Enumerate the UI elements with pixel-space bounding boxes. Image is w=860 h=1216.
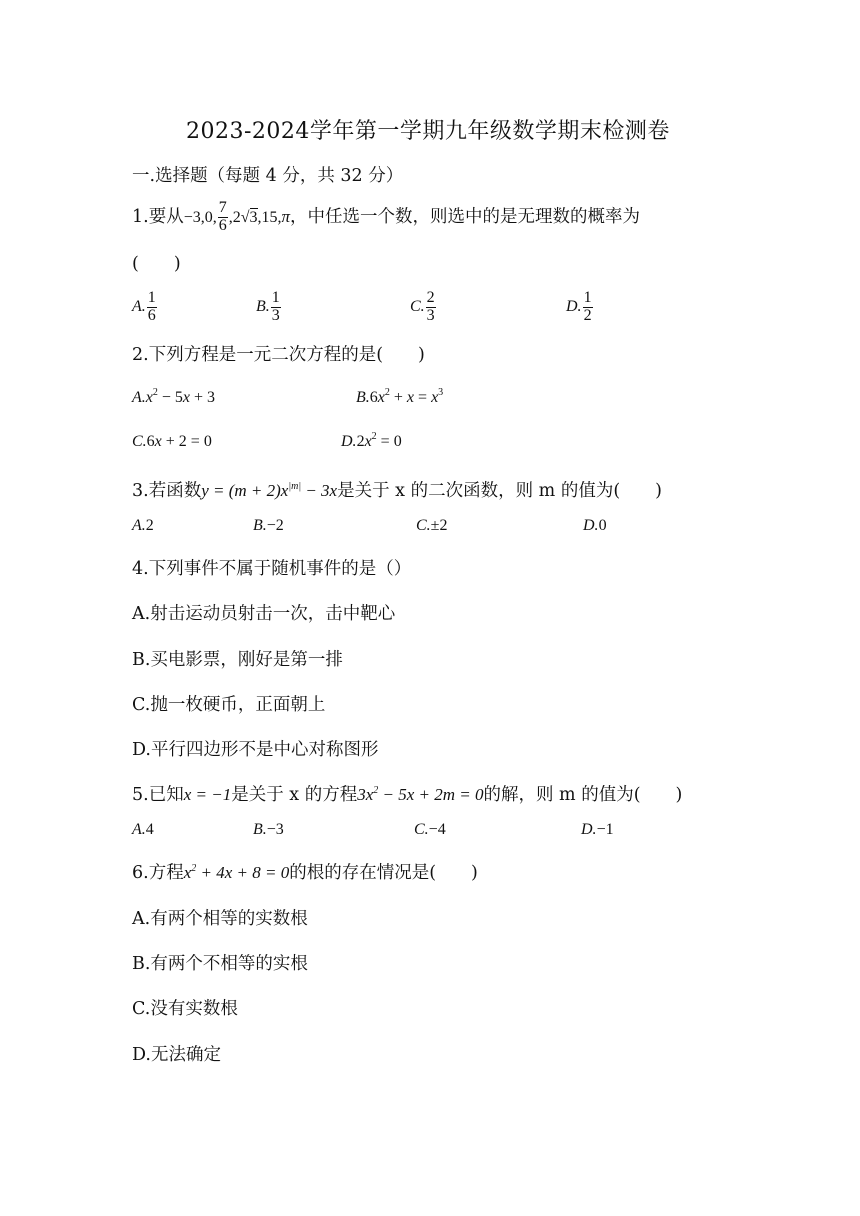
q3-option-a: A.2 bbox=[132, 517, 154, 534]
question-2: 2.下列方程是一元二次方程的是( ) bbox=[132, 345, 425, 365]
q1-prefix: 1.要从 bbox=[132, 206, 184, 227]
question-4: 4.下列事件不属于随机事件的是（） bbox=[132, 559, 412, 579]
question-3: 3.若函数$y = (m + 2)x^{|m|} - 3x$是关于 x 的二次函数，则 m 的值为( ) bbox=[132, 481, 662, 501]
question-1: 1.要从−3,0, $\frac{7}{6}$ ,2√3,15,π，中任选一个数，则选中的是无理数的概率为 bbox=[132, 199, 641, 234]
question-6: 6.方程$x^2 + 4x + 8 = 0$的根的存在情况是( ) bbox=[132, 863, 478, 883]
q1-set-a: −3,0, bbox=[183, 208, 217, 226]
q5-option-b: B.−3 bbox=[253, 821, 284, 838]
q1-set-c: ,15, bbox=[257, 208, 282, 226]
q4-option-a: A.射击运动员射击一次，击中靶心 bbox=[132, 604, 396, 624]
question-5: 5.已知x = −1是关于 x 的方程$3x^2 - 5x + 2m = 0$的解，则 m 的值为( ) bbox=[132, 785, 683, 805]
q1-set-b: ,2 bbox=[228, 208, 241, 226]
q5-option-d: D.−1 bbox=[581, 821, 614, 838]
q6-equation: $x^2 + 4x + 8 = 0$ bbox=[183, 863, 290, 882]
q1-pi: π bbox=[281, 206, 291, 226]
q5-condition: x = −1 bbox=[183, 785, 232, 804]
q5-equation: $3x^2 - 5x + 2m = 0$ bbox=[357, 785, 484, 804]
q1-option-a: A. $\frac{1}{6}$ bbox=[132, 289, 156, 324]
q3-option-b: B.−2 bbox=[253, 517, 284, 534]
q4-option-d: D.平行四边形不是中心对称图形 bbox=[132, 740, 379, 760]
q1-option-d: D. $\frac{1}{2}$ bbox=[566, 289, 592, 324]
q1-fraction: $\frac{7}{6}$ bbox=[218, 199, 227, 234]
q3-option-d: D.0 bbox=[583, 517, 607, 534]
q5-option-a: A.4 bbox=[132, 821, 154, 838]
q1-option-b: B. $\frac{1}{3}$ bbox=[256, 289, 280, 324]
q6-option-c: C.没有实数根 bbox=[132, 999, 238, 1019]
q6-option-b: B.有两个不相等的实根 bbox=[132, 954, 308, 974]
q2-option-a: $A.x^2 - 5x + 3$ bbox=[132, 387, 216, 406]
q1-answer-paren: ( ) bbox=[132, 254, 181, 274]
q5-option-c: C.−4 bbox=[414, 821, 446, 838]
q6-option-d: D.无法确定 bbox=[132, 1045, 221, 1065]
q1-sqrt: 3 bbox=[249, 208, 258, 226]
q1-option-c: C. $\frac{2}{3}$ bbox=[410, 289, 435, 324]
q2-option-d: $D.2x^2 = 0$ bbox=[341, 431, 402, 450]
q6-option-a: A.有两个相等的实数根 bbox=[132, 909, 308, 929]
q3-function: $y = (m + 2)x^{|m|} - 3x$ bbox=[201, 481, 338, 500]
q1-suffix: ，中任选一个数，则选中的是无理数的概率为 bbox=[290, 206, 641, 227]
section-heading: 一.选择题（每题 4 分，共 32 分） bbox=[132, 166, 404, 186]
q4-option-c: C.抛一枚硬币，正面朝上 bbox=[132, 695, 326, 715]
q2-option-c: C.6x + 2 = 0 bbox=[132, 433, 212, 450]
page-title: 2023-2024学年第一学期九年级数学期末检测卷 bbox=[186, 119, 670, 144]
q2-option-b: $B.6x^2 + x = x^3$ bbox=[356, 387, 444, 406]
q3-option-c: C.±2 bbox=[416, 517, 448, 534]
q4-option-b: B.买电影票，刚好是第一排 bbox=[132, 650, 343, 670]
